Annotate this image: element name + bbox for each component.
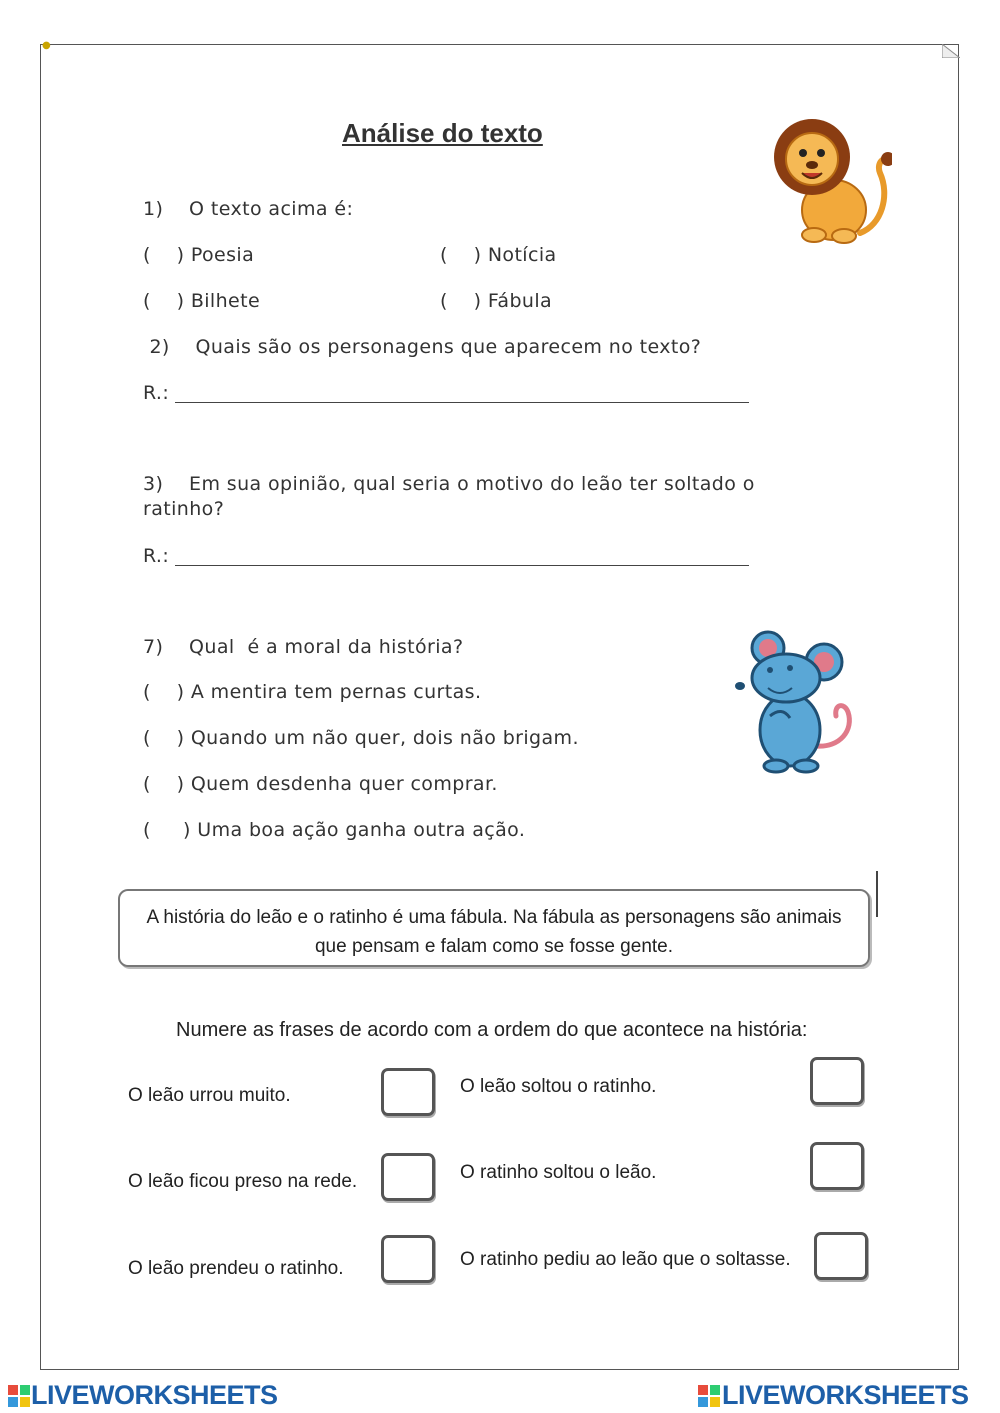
question-1: 1) O texto acima é: <box>143 198 354 220</box>
event-left-1: O leão urrou muito. <box>128 1085 291 1106</box>
order-instruction: Numere as frases de acordo com a ordem do que acontece na história: <box>176 1019 808 1041</box>
order-box-left-2[interactable] <box>381 1153 435 1201</box>
option-bilhete[interactable]: ( ) Bilhete <box>143 290 261 312</box>
event-right-1: O leão soltou o ratinho. <box>460 1076 657 1097</box>
event-right-3: O ratinho pediu ao leão que o soltasse. <box>460 1249 791 1270</box>
question-7: 7) Qual é a moral da história? <box>143 636 464 658</box>
answer-prefix-q2: R.: <box>143 382 170 404</box>
order-box-left-3[interactable] <box>381 1235 435 1283</box>
answer-field-q2[interactable] <box>175 402 749 403</box>
footer-brand-left[interactable]: LIVEWORKSHEETS <box>31 1380 278 1410</box>
info-box <box>118 889 870 967</box>
option-poesia[interactable]: ( ) Poesia <box>143 244 255 266</box>
moral-option-4[interactable]: ( ) Uma boa ação ganha outra ação. <box>143 819 526 841</box>
mouse-icon <box>730 626 860 774</box>
moral-option-3[interactable]: ( ) Quem desdenha quer comprar. <box>143 773 498 795</box>
event-right-2: O ratinho soltou o leão. <box>460 1162 657 1183</box>
pin-icon: ● <box>42 40 51 51</box>
question-3-line1: 3) Em sua opinião, qual seria o motivo do leão ter soltado o <box>143 473 755 495</box>
divider-line <box>876 871 878 917</box>
page-fold-corner <box>942 44 960 58</box>
footer-brand-right[interactable]: LIVEWORKSHEETS <box>722 1380 969 1410</box>
answer-field-q3[interactable] <box>175 565 749 566</box>
option-fabula[interactable]: ( ) Fábula <box>440 290 553 312</box>
question-2: 2) Quais são os personagens que aparecem no texto? <box>143 336 702 358</box>
event-left-3: O leão prendeu o ratinho. <box>128 1258 344 1279</box>
liveworksheets-logo-icon-right <box>698 1385 720 1407</box>
order-box-right-1[interactable] <box>810 1057 864 1105</box>
order-box-left-1[interactable] <box>381 1068 435 1116</box>
event-left-2: O leão ficou preso na rede. <box>128 1171 358 1192</box>
page-title: Análise do texto <box>342 118 543 148</box>
lion-icon <box>772 115 892 245</box>
order-box-right-3[interactable] <box>814 1232 868 1280</box>
moral-option-1[interactable]: ( ) A mentira tem pernas curtas. <box>143 681 482 703</box>
info-box-line2: que pensam e falam como se fosse gente. <box>314 936 674 957</box>
order-box-right-2[interactable] <box>810 1142 864 1190</box>
liveworksheets-logo-icon <box>8 1385 30 1407</box>
question-3-line2: ratinho? <box>143 498 225 520</box>
info-box-line1: A história do leão e o ratinho é uma fábula. Na fábula as personagens são animais <box>146 907 842 928</box>
moral-option-2[interactable]: ( ) Quando um não quer, dois não brigam. <box>143 727 579 749</box>
option-noticia[interactable]: ( ) Notícia <box>440 244 557 266</box>
answer-prefix-q3: R.: <box>143 545 170 567</box>
